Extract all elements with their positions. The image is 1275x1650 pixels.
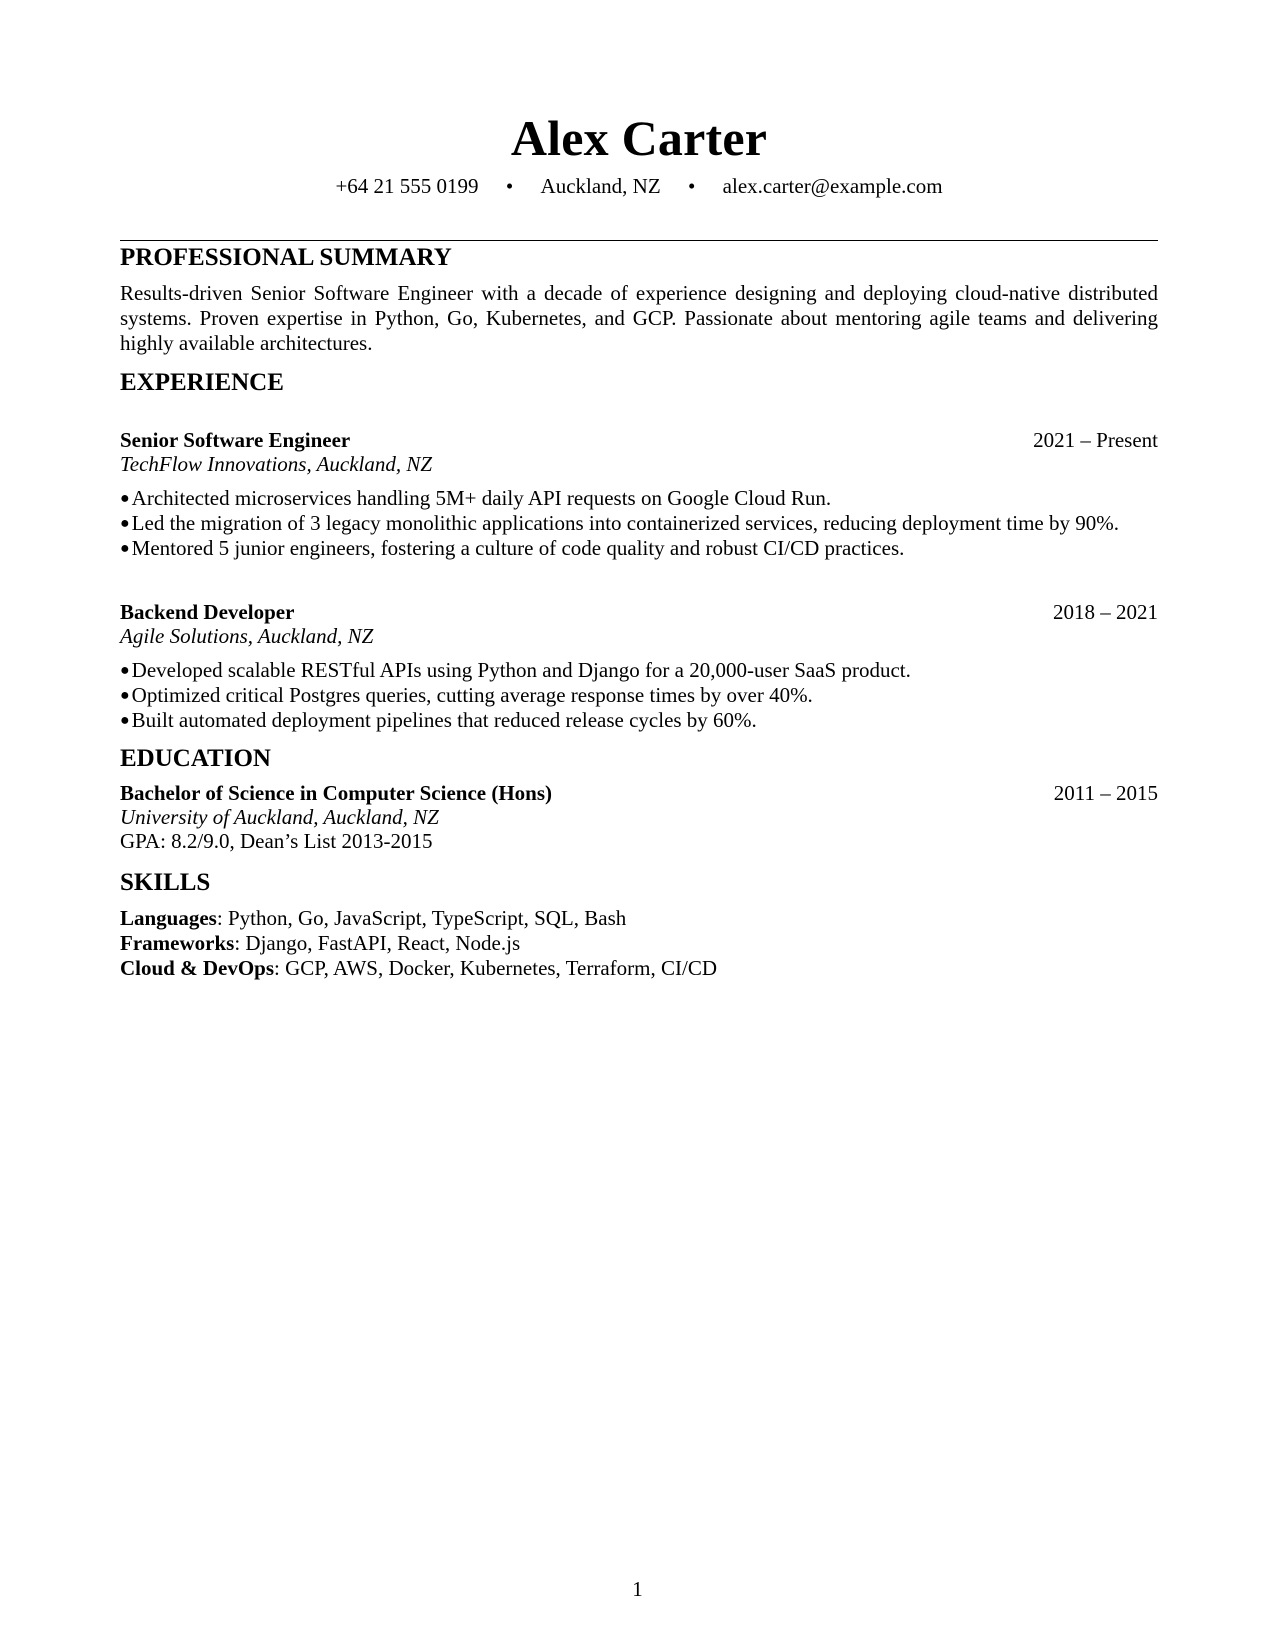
summary-heading: PROFESSIONAL SUMMARY xyxy=(120,244,452,271)
skill-category: Frameworks xyxy=(120,931,235,955)
skills-list xyxy=(120,906,1158,981)
bullet-dot: ● xyxy=(120,515,130,532)
contact-separator: • xyxy=(687,174,696,198)
education-dates: 2011 – 2015 xyxy=(1053,781,1158,805)
bullet-item xyxy=(120,683,1158,708)
skill-items: Django, FastAPI, React, Node.js xyxy=(245,931,521,955)
bullet-text: Mentored 5 junior engineers, fostering a culture of code quality and robust CI/CD practices. xyxy=(131,536,905,560)
skill-items: Python, Go, JavaScript, TypeScript, SQL, Bash xyxy=(227,906,627,930)
bullet-dot: ● xyxy=(120,712,130,729)
skill-category: Cloud & DevOps xyxy=(120,956,275,980)
bullet-text: Optimized critical Postgres queries, cutting average response times by over 40%. xyxy=(131,683,813,707)
job-dates: 2021 – Present xyxy=(1033,428,1158,452)
bullet-item xyxy=(120,486,1158,511)
education-school: University of Auckland, Auckland, NZ xyxy=(120,805,439,829)
contact-separator: • xyxy=(505,174,514,198)
bullet-item xyxy=(120,658,1158,683)
contact-location: Auckland, NZ xyxy=(540,174,661,198)
summary-text: Results-driven Senior Software Engineer with a decade of experience designing and deploying cloud-native distributed systems. Proven expertise in Python, Go, Kubernetes, and GCP. Passionate about mentoring agile teams and delivering highly available architectures. xyxy=(120,281,1158,355)
job-company: Agile Solutions, Auckland, NZ xyxy=(120,624,374,648)
bullet-text: Built automated deployment pipelines that reduced release cycles by 60%. xyxy=(131,708,757,732)
bullet-text: Developed scalable RESTful APIs using Python and Django for a 20,000-user SaaS product. xyxy=(131,658,911,682)
bullet-item xyxy=(120,536,1158,561)
bullet-item xyxy=(120,708,1158,733)
job-title: Backend Developer xyxy=(120,600,295,624)
skills-heading: SKILLS xyxy=(120,869,211,896)
skill-line: Cloud & DevOps: GCP, AWS, Docker, Kubernetes, Terraform, CI/CD xyxy=(120,956,717,980)
education-header xyxy=(120,781,1158,806)
resume-page xyxy=(120,0,1158,1650)
job-header xyxy=(120,600,1158,625)
bullet-dot: ● xyxy=(120,490,130,507)
header-divider xyxy=(120,240,1158,241)
contact-phone: +64 21 555 0199 xyxy=(335,174,479,198)
job-bullets xyxy=(120,486,1158,561)
skill-category: Languages xyxy=(120,906,217,930)
skill-items: GCP, AWS, Docker, Kubernetes, Terraform, CI/CD xyxy=(285,956,717,980)
page-number: 1 xyxy=(632,1577,643,1601)
job-company: TechFlow Innovations, Auckland, NZ xyxy=(120,452,433,476)
skill-line: Languages: Python, Go, JavaScript, TypeScript, SQL, Bash xyxy=(120,906,627,930)
bullet-dot: ● xyxy=(120,687,130,704)
job-dates: 2018 – 2021 xyxy=(1053,600,1158,624)
bullet-dot: ● xyxy=(120,662,130,679)
contact-email: alex.carter@example.com xyxy=(722,174,943,198)
job-header xyxy=(120,428,1158,453)
education-heading: EDUCATION xyxy=(120,745,271,772)
experience-heading: EXPERIENCE xyxy=(120,369,284,396)
bullet-item xyxy=(120,511,1158,536)
education-details: GPA: 8.2/9.0, Dean’s List 2013-2015 xyxy=(120,829,433,853)
bullet-text: Led the migration of 3 legacy monolithic applications into containerized services, reducing deployment time by 90%. xyxy=(131,511,1119,535)
resume-name: Alex Carter xyxy=(510,110,768,166)
job-bullets xyxy=(120,658,1158,733)
contact-line xyxy=(120,172,1158,200)
degree-title: Bachelor of Science in Computer Science (Hons) xyxy=(120,781,553,805)
skill-line: Frameworks: Django, FastAPI, React, Node.js xyxy=(120,931,521,955)
job-title: Senior Software Engineer xyxy=(120,428,351,452)
bullet-text: Architected microservices handling 5M+ daily API requests on Google Cloud Run. xyxy=(131,486,832,510)
bullet-dot: ● xyxy=(120,540,130,557)
